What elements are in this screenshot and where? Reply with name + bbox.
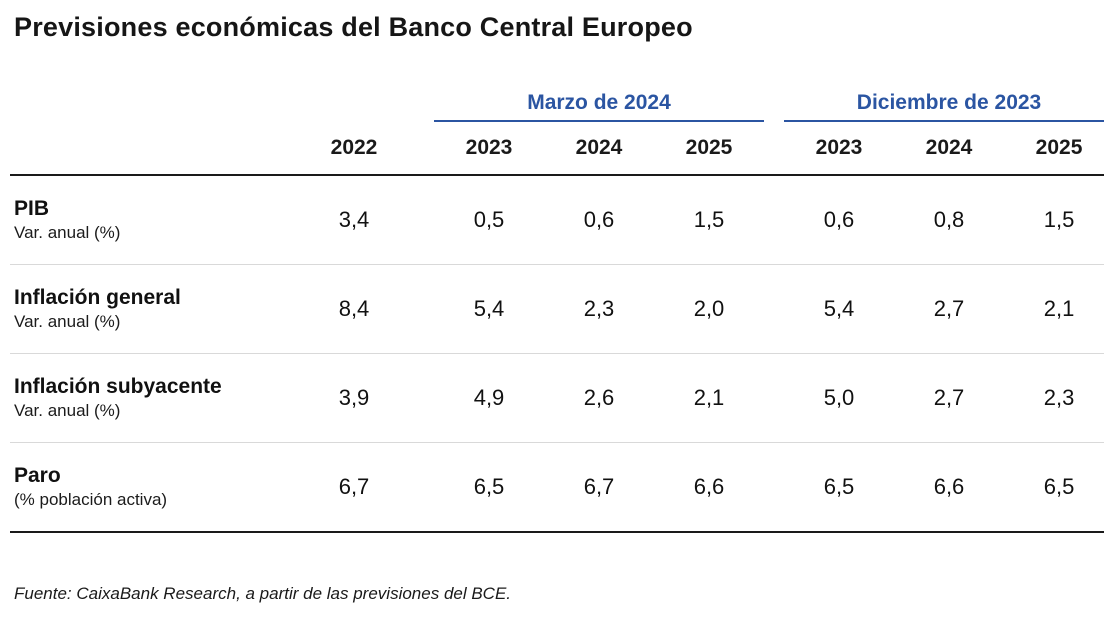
cell-paro-2022: 6,7 <box>302 443 414 533</box>
group-header-december-label: Diciembre de 2023 <box>784 91 1104 122</box>
cell-gap <box>414 176 434 265</box>
row-subtitle: (% población activa) <box>14 489 168 509</box>
cell-paro-march-2024: 6,7 <box>544 443 654 533</box>
cell-gap <box>764 265 784 354</box>
cell-inflacion-subyacente-december-2024: 2,7 <box>894 354 1004 443</box>
year-header-2022: 2022 <box>330 136 378 159</box>
cell-inflacion-subyacente-december-2023: 5,0 <box>784 354 894 443</box>
row-label-inflacion-general <box>10 265 302 354</box>
cell-inflacion-general-2022: 8,4 <box>302 265 414 354</box>
cell-inflacion-general-march-2023: 5,4 <box>434 265 544 354</box>
row-subtitle: Var. anual (%) <box>14 222 121 242</box>
table-row <box>10 265 1104 354</box>
year-header-march-2024: 2024 <box>575 136 623 159</box>
group-header-march <box>434 78 764 122</box>
row-title: PIB <box>14 197 50 221</box>
group-header-spacer <box>10 78 302 122</box>
cell-gap <box>764 354 784 443</box>
row-subtitle: Var. anual (%) <box>14 311 121 331</box>
cell-pib-2022: 3,4 <box>302 176 414 265</box>
cell-inflacion-general-december-2025: 2,1 <box>1004 265 1104 354</box>
row-subtitle: Var. anual (%) <box>14 400 121 420</box>
year-header-december-2024: 2024 <box>925 136 973 159</box>
table-row <box>10 443 1104 533</box>
year-header-december-2025: 2025 <box>1035 136 1083 159</box>
row-label-paro <box>10 443 302 533</box>
group-header-2022-spacer <box>302 78 414 122</box>
forecast-table-wrapper <box>10 78 1094 533</box>
cell-inflacion-subyacente-march-2023: 4,9 <box>434 354 544 443</box>
cell-inflacion-subyacente-march-2024: 2,6 <box>544 354 654 443</box>
cell-inflacion-subyacente-december-2025: 2,3 <box>1004 354 1104 443</box>
cell-gap <box>764 443 784 533</box>
group-header-row <box>10 78 1104 122</box>
group-header-december <box>784 78 1104 122</box>
cell-paro-march-2023: 6,5 <box>434 443 544 533</box>
cell-pib-march-2024: 0,6 <box>544 176 654 265</box>
cell-gap <box>414 354 434 443</box>
cell-gap <box>414 265 434 354</box>
year-header-gap-1 <box>414 122 434 174</box>
cell-inflacion-general-december-2024: 2,7 <box>894 265 1004 354</box>
cell-pib-december-2024: 0,8 <box>894 176 1004 265</box>
year-header-march-2025: 2025 <box>685 136 733 159</box>
table-row <box>10 354 1104 443</box>
cell-inflacion-subyacente-march-2025: 2,1 <box>654 354 764 443</box>
cell-pib-march-2025: 1,5 <box>654 176 764 265</box>
group-header-gap-1 <box>414 78 434 122</box>
group-header-gap-2 <box>764 78 784 122</box>
cell-inflacion-subyacente-2022: 3,9 <box>302 354 414 443</box>
cell-inflacion-general-march-2024: 2,3 <box>544 265 654 354</box>
row-title: Inflación subyacente <box>14 375 222 399</box>
row-label-inflacion-subyacente <box>10 354 302 443</box>
year-header-gap-2 <box>764 122 784 174</box>
cell-paro-december-2023: 6,5 <box>784 443 894 533</box>
cell-pib-december-2023: 0,6 <box>784 176 894 265</box>
cell-paro-december-2025: 6,5 <box>1004 443 1104 533</box>
cell-inflacion-general-december-2023: 5,4 <box>784 265 894 354</box>
cell-gap <box>414 443 434 533</box>
page-title: Previsiones económicas del Banco Central Europeo <box>14 12 693 42</box>
forecast-table <box>10 78 1104 533</box>
row-title: Inflación general <box>14 286 181 310</box>
cell-pib-december-2025: 1,5 <box>1004 176 1104 265</box>
row-title: Paro <box>14 464 61 488</box>
cell-pib-march-2023: 0,5 <box>434 176 544 265</box>
cell-paro-march-2025: 6,6 <box>654 443 764 533</box>
source-note: Fuente: CaixaBank Research, a partir de las previsiones del BCE. <box>14 584 512 603</box>
row-label-pib <box>10 176 302 265</box>
cell-gap <box>764 176 784 265</box>
year-header-december-2023: 2023 <box>815 136 863 159</box>
cell-paro-december-2024: 6,6 <box>894 443 1004 533</box>
table-row <box>10 176 1104 265</box>
year-header-indicator-spacer <box>10 122 302 174</box>
group-header-march-label: Marzo de 2024 <box>434 91 764 122</box>
year-header-row <box>10 122 1104 174</box>
cell-inflacion-general-march-2025: 2,0 <box>654 265 764 354</box>
year-header-march-2023: 2023 <box>465 136 513 159</box>
